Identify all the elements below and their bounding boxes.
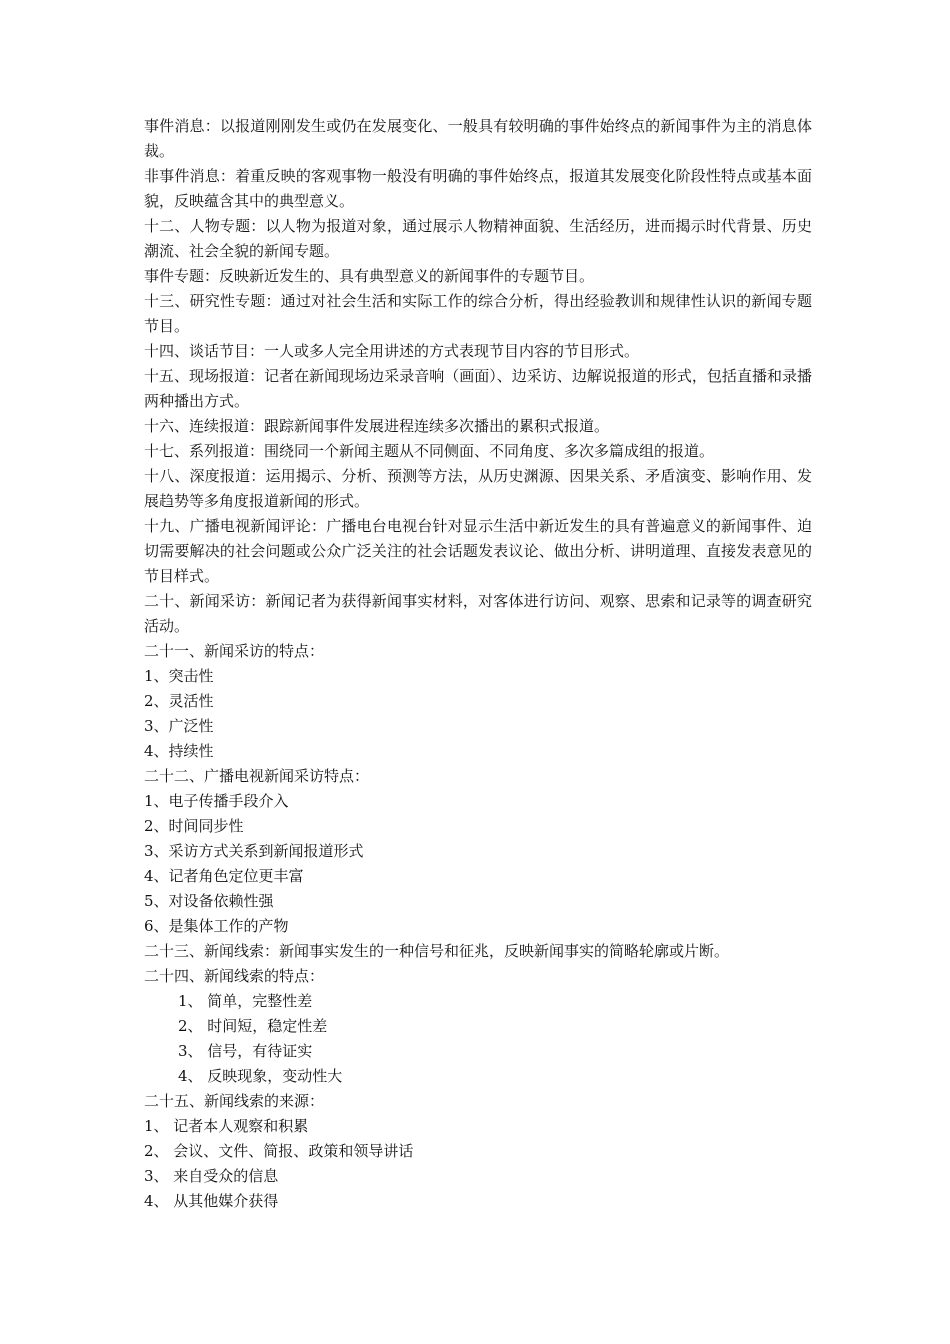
list-item: 3、广泛性 — [144, 717, 214, 735]
document-page — [144, 114, 812, 1214]
list-item: 4、记者角色定位更丰富 — [144, 867, 304, 885]
list-item: 2、 时间短，稳定性差 — [178, 1017, 328, 1035]
paragraph-event-feature: 事件专题：反映新近发生的、具有典型意义的新闻事件的专题节目。 — [144, 267, 595, 285]
paragraph-13-research-feature: 十三、研究性专题：通过对社会生活和实际工作的综合分析，得出经验教训和规律性认识的新闻专题节目。 — [144, 292, 812, 335]
paragraph-event-news: 事件消息：以报道刚刚发生或仍在发展变化、一般具有较明确的事件始终点的新闻事件为主的消息体裁。 — [144, 117, 812, 160]
paragraph-non-event-news: 非事件消息：着重反映的客观事物一般没有明确的事件始终点，报道其发展变化阶段性特点或基本面貌，反映蕴含其中的典型意义。 — [144, 167, 812, 210]
paragraph-15-live-report: 十五、现场报道：记者在新闻现场边采录音响（画面）、边采访、边解说报道的形式，包括直播和录播两种播出方式。 — [144, 367, 812, 410]
list-item: 1、突击性 — [144, 667, 214, 685]
list-item: 5、对设备依赖性强 — [144, 892, 274, 910]
list-item: 2、灵活性 — [144, 692, 214, 710]
heading-21-interview-features: 二十一、新闻采访的特点： — [144, 642, 325, 660]
list-item: 3、 来自受众的信息 — [144, 1167, 279, 1185]
heading-22-broadcast-interview-features: 二十二、广播电视新闻采访特点： — [144, 767, 370, 785]
list-item: 4、持续性 — [144, 742, 214, 760]
paragraph-18-in-depth-report: 十八、深度报道：运用揭示、分析、预测等方法，从历史渊源、因果关系、矛盾演变、影响作用、发展趋势等多角度报道新闻的形式。 — [144, 467, 812, 510]
list-item: 1、 记者本人观察和积累 — [144, 1117, 309, 1135]
paragraph-14-talk-show: 十四、谈话节目：一人或多人完全用讲述的方式表现节目内容的节目形式。 — [144, 342, 640, 360]
list-item: 4、 从其他媒介获得 — [144, 1192, 279, 1210]
list-item: 4、 反映现象，变动性大 — [178, 1067, 343, 1085]
paragraph-23-news-clue: 二十三、新闻线索：新闻事实发生的一种信号和征兆，反映新闻事实的简略轮廓或片断。 — [144, 942, 730, 960]
paragraph-12-person-feature: 十二、人物专题：以人物为报道对象，通过展示人物精神面貌、生活经历，进而揭示时代背景、历史潮流、社会全貌的新闻专题。 — [144, 217, 812, 260]
list-item: 2、 会议、文件、简报、政策和领导讲话 — [144, 1142, 414, 1160]
heading-25-clue-sources: 二十五、新闻线索的来源： — [144, 1092, 325, 1110]
list-item: 3、采访方式关系到新闻报道形式 — [144, 842, 364, 860]
paragraph-19-news-commentary: 十九、广播电视新闻评论：广播电台电视台针对显示生活中新近发生的具有普遍意义的新闻事件、迫切需要解决的社会问题或公众广泛关注的社会话题发表议论、做出分析、讲明道理、直接发表意见的节目样式。 — [144, 517, 812, 585]
paragraph-17-series-report: 十七、系列报道：围绕同一个新闻主题从不同侧面、不同角度、多次多篇成组的报道。 — [144, 442, 715, 460]
heading-24-clue-features: 二十四、新闻线索的特点： — [144, 967, 325, 985]
list-item: 1、电子传播手段介入 — [144, 792, 289, 810]
paragraph-16-continuous-report: 十六、连续报道：跟踪新闻事件发展进程连续多次播出的累积式报道。 — [144, 417, 610, 435]
list-item: 2、时间同步性 — [144, 817, 244, 835]
list-item: 3、 信号，有待证实 — [178, 1042, 313, 1060]
list-item: 6、是集体工作的产物 — [144, 917, 289, 935]
paragraph-20-news-interview: 二十、新闻采访：新闻记者为获得新闻事实材料，对客体进行访问、观察、思索和记录等的调查研究活动。 — [144, 592, 812, 635]
list-item: 1、 简单，完整性差 — [178, 992, 313, 1010]
